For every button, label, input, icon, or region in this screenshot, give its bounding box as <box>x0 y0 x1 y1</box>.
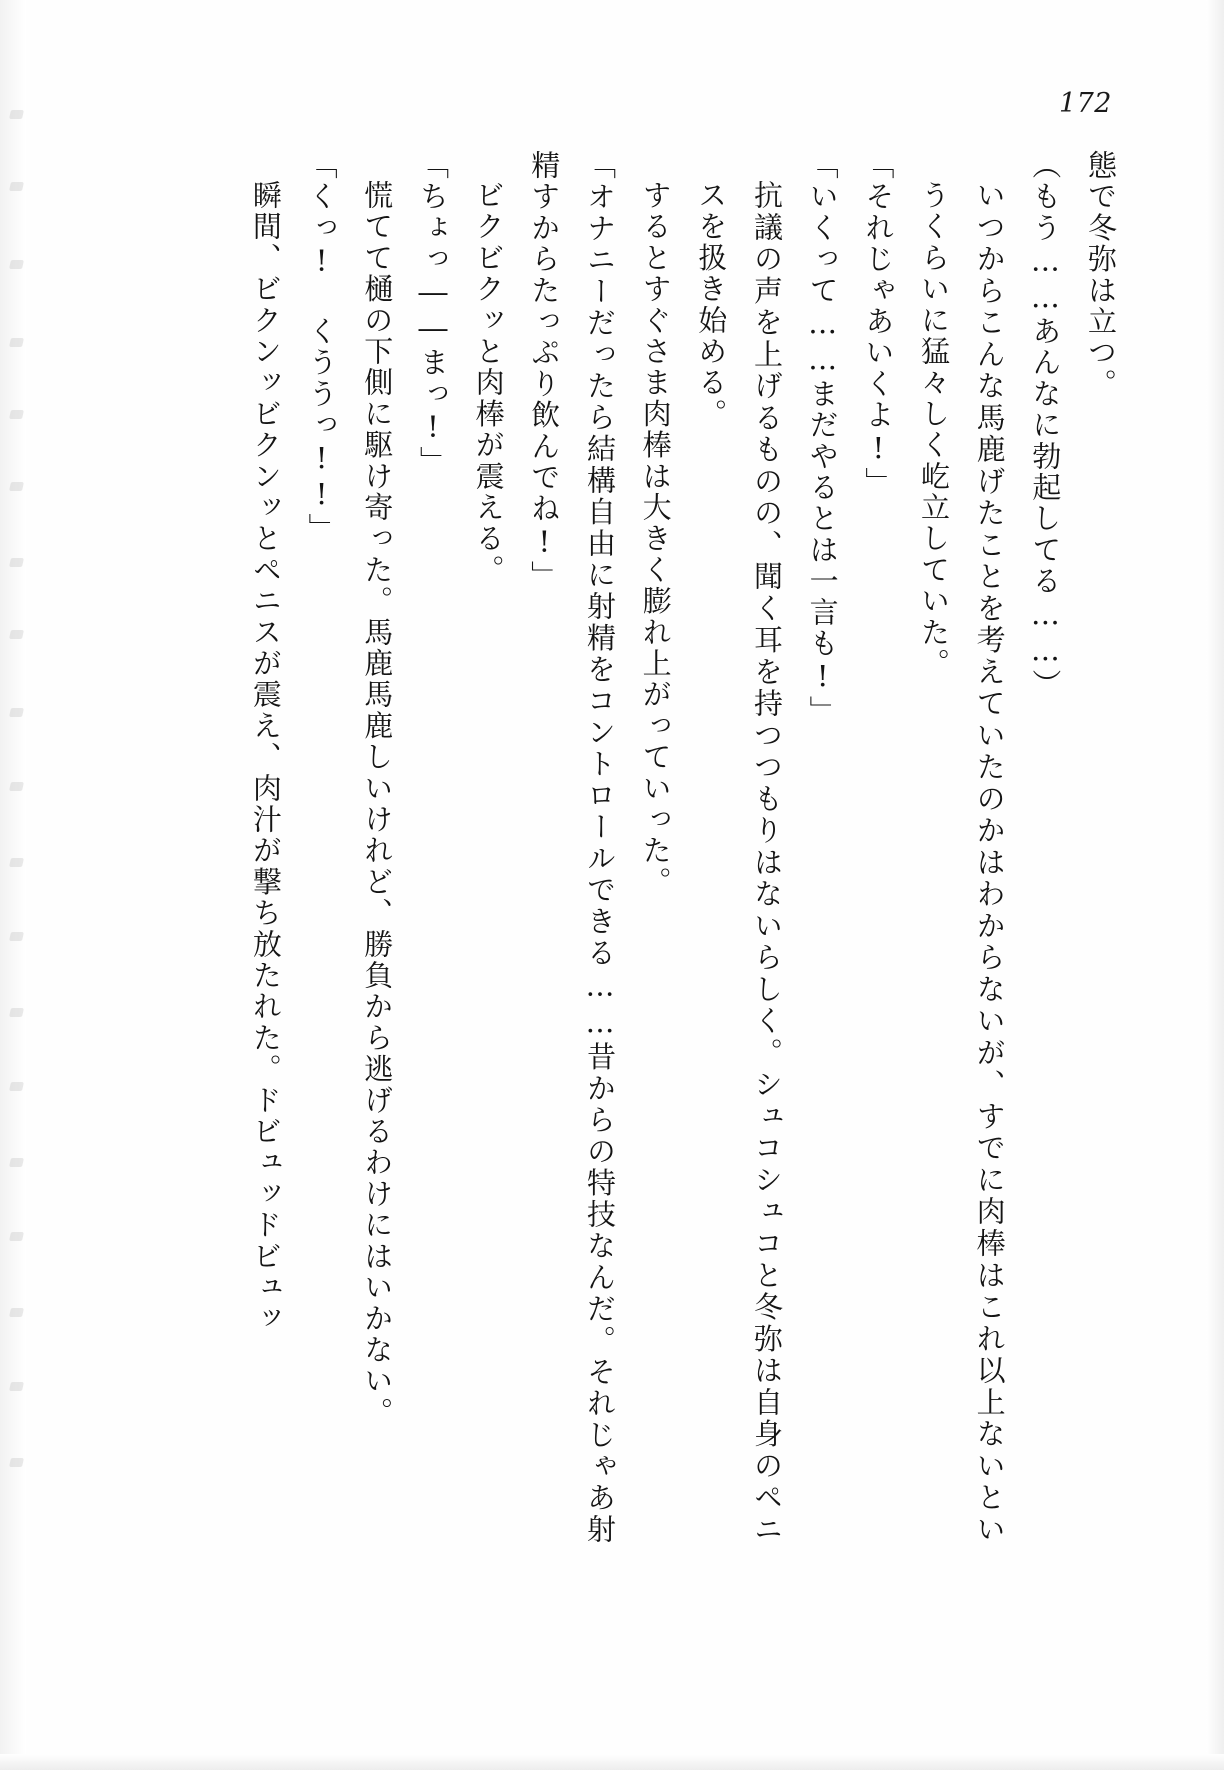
paragraph: ビクビクッと肉棒が震える。 <box>471 180 506 586</box>
page-right-edge-shadow <box>1206 0 1224 1770</box>
paragraph: （もう……あんなに勃起してる……） <box>1028 150 1063 701</box>
paragraph: 「オナニーだったら結構自由に射精をコントロールできる……昔からの特技なんだ。それじゃあ射精すからたっぷり飲んでね!」 <box>527 150 617 1545</box>
paragraph: 「ちょっ――まっ!」 <box>415 150 450 477</box>
page-bottom-edge-shadow <box>0 1754 1224 1770</box>
page-body-text <box>118 150 1128 1545</box>
paragraph: 慌てて樋の下側に駆け寄った。馬鹿馬鹿しいけれど、勝負から逃げるわけにはいかない。 <box>360 180 395 1428</box>
page-number: 172 <box>1058 88 1112 119</box>
paragraph: 「それじゃあいくよ!」 <box>861 150 896 499</box>
gutter-bleedthrough-marks <box>8 110 30 1530</box>
paragraph: いつからこんな馬鹿げたことを考えていたのかはわからないが、すでに肉棒はこれ以上ないというくらいに猛々しく屹立していた。 <box>916 180 1007 1545</box>
paragraph: 抗議の声を上げるものの、聞く耳を持つつもりはないらしく。シュコシュコと冬弥は自身のペニスを扱き始める。 <box>694 180 784 1545</box>
paragraph: するとすぐさま肉棒は大きく膨れ上がっていった。 <box>638 180 673 898</box>
paragraph: 「いくって……まだやるとは一言も!」 <box>805 150 840 727</box>
paragraph: 瞬間、ビクンッビクンッとペニスが震え、肉汁が撃ち放たれた。ドビュッドビュッ <box>248 180 283 1335</box>
paragraph: 態で冬弥は立つ。 <box>1084 150 1118 400</box>
paragraph: 「くっ! くううっ!!」 <box>304 150 339 545</box>
